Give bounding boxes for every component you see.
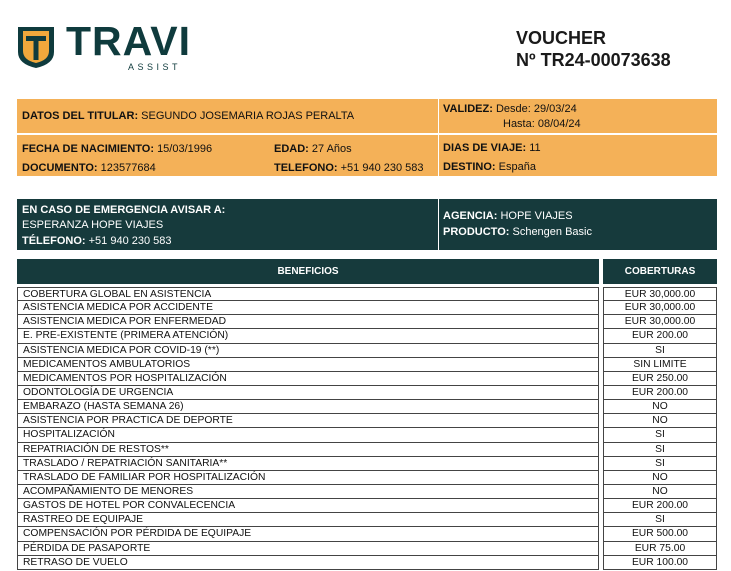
beneficio-cell: MEDICAMENTOS POR HOSPITALIZACIÓN (17, 372, 599, 386)
emergency-contact: ESPERANZA HOPE VIAJES (22, 219, 164, 231)
producto-field: PRODUCTO: Schengen Basic (443, 226, 592, 238)
brand-subtitle: ASSIST (128, 62, 182, 72)
nacimiento-field: FECHA DE NACIMIENTO: 15/03/1996 (22, 143, 213, 155)
emergency-title: EN CASO DE EMERGENCIA AVISAR A: (22, 204, 226, 216)
beneficio-cell: ODONTOLOGÍA DE URGENCIA (17, 386, 599, 400)
beneficio-cell: HOSPITALIZACIÓN (17, 428, 599, 442)
cobertura-cell: NO (603, 400, 717, 414)
beneficio-cell: EMBARAZO (HASTA SEMANA 26) (17, 400, 599, 414)
voucher-number: Nº TR24-00073638 (516, 50, 671, 70)
documento-field: DOCUMENTO: 123577684 (22, 162, 156, 174)
cobertura-cell: NO (603, 414, 717, 428)
cobertura-cell: EUR 75.00 (603, 542, 717, 556)
voucher-label: VOUCHER (516, 28, 607, 48)
beneficio-cell: E. PRE-EXISTENTE (PRIMERA ATENCIÓN) (17, 329, 599, 343)
beneficio-cell: REPATRIACIÓN DE RESTOS** (17, 443, 599, 457)
beneficio-cell: TRASLADO / REPATRIACIÓN SANITARIA** (17, 457, 599, 471)
emergency-divider (438, 199, 439, 250)
beneficio-cell: COBERTURA GLOBAL EN ASISTENCIA (17, 287, 599, 301)
logo-icon (15, 24, 57, 70)
validez-hasta: Hasta: 08/04/24 (503, 118, 581, 130)
beneficios-column (17, 287, 599, 570)
titular-field: DATOS DEL TITULAR: SEGUNDO JOSEMARIA ROJAS PERALTA (22, 110, 355, 122)
coberturas-column (603, 287, 717, 570)
cobertura-cell: EUR 30,000.00 (603, 301, 717, 315)
emergency-phone: TÉLEFONO: +51 940 230 583 (22, 235, 172, 247)
beneficio-cell: ACOMPAÑAMIENTO DE MENORES (17, 485, 599, 499)
cobertura-cell: SI (603, 513, 717, 527)
cobertura-cell: EUR 100.00 (603, 556, 717, 570)
cobertura-cell: EUR 200.00 (603, 499, 717, 513)
cobertura-cell: SI (603, 457, 717, 471)
telefono-field: TELEFONO: +51 940 230 583 (274, 162, 424, 174)
beneficio-cell: RASTREO DE EQUIPAJE (17, 513, 599, 527)
beneficio-cell: TRASLADO DE FAMILIAR POR HOSPITALIZACIÓN (17, 471, 599, 485)
beneficio-cell: ASISTENCIA MEDICA POR ENFERMEDAD (17, 315, 599, 329)
header-coberturas: COBERTURAS (603, 259, 717, 284)
dias-field: DIAS DE VIAJE: 11 (443, 142, 541, 154)
beneficio-cell: MEDICAMENTOS AMBULATORIOS (17, 358, 599, 372)
cobertura-cell: NO (603, 471, 717, 485)
header-beneficios: BENEFICIOS (17, 259, 599, 284)
cobertura-cell: SI (603, 443, 717, 457)
cobertura-cell: SI (603, 344, 717, 358)
titular-divider-v (438, 99, 439, 176)
beneficio-cell: GASTOS DE HOTEL POR CONVALECENCIA (17, 499, 599, 513)
titular-divider-h (17, 133, 717, 135)
validez-field: VALIDEZ: Desde: 29/03/24 (443, 103, 577, 115)
beneficio-cell: ASISTENCIA MEDICA POR COVID-19 (**) (17, 344, 599, 358)
destino-field: DESTINO: España (443, 161, 536, 173)
agencia-field: AGENCIA: HOPE VIAJES (443, 210, 573, 222)
cobertura-cell: EUR 30,000.00 (603, 315, 717, 329)
cobertura-cell: NO (603, 485, 717, 499)
edad-field: EDAD: 27 Años (274, 143, 352, 155)
beneficio-cell: ASISTENCIA MEDICA POR ACCIDENTE (17, 301, 599, 315)
cobertura-cell: EUR 200.00 (603, 386, 717, 400)
cobertura-cell: SIN LIMITE (603, 358, 717, 372)
cobertura-cell: EUR 30,000.00 (603, 287, 717, 301)
beneficio-cell: COMPENSACIÓN POR PÉRDIDA DE EQUIPAJE (17, 527, 599, 541)
beneficio-cell: ASISTENCIA POR PRACTICA DE DEPORTE (17, 414, 599, 428)
beneficio-cell: PÉRDIDA DE PASAPORTE (17, 542, 599, 556)
brand-name: TRAVI (66, 18, 191, 64)
cobertura-cell: EUR 200.00 (603, 329, 717, 343)
cobertura-cell: EUR 250.00 (603, 372, 717, 386)
cobertura-cell: EUR 500.00 (603, 527, 717, 541)
cobertura-cell: SI (603, 428, 717, 442)
beneficio-cell: RETRASO DE VUELO (17, 556, 599, 570)
